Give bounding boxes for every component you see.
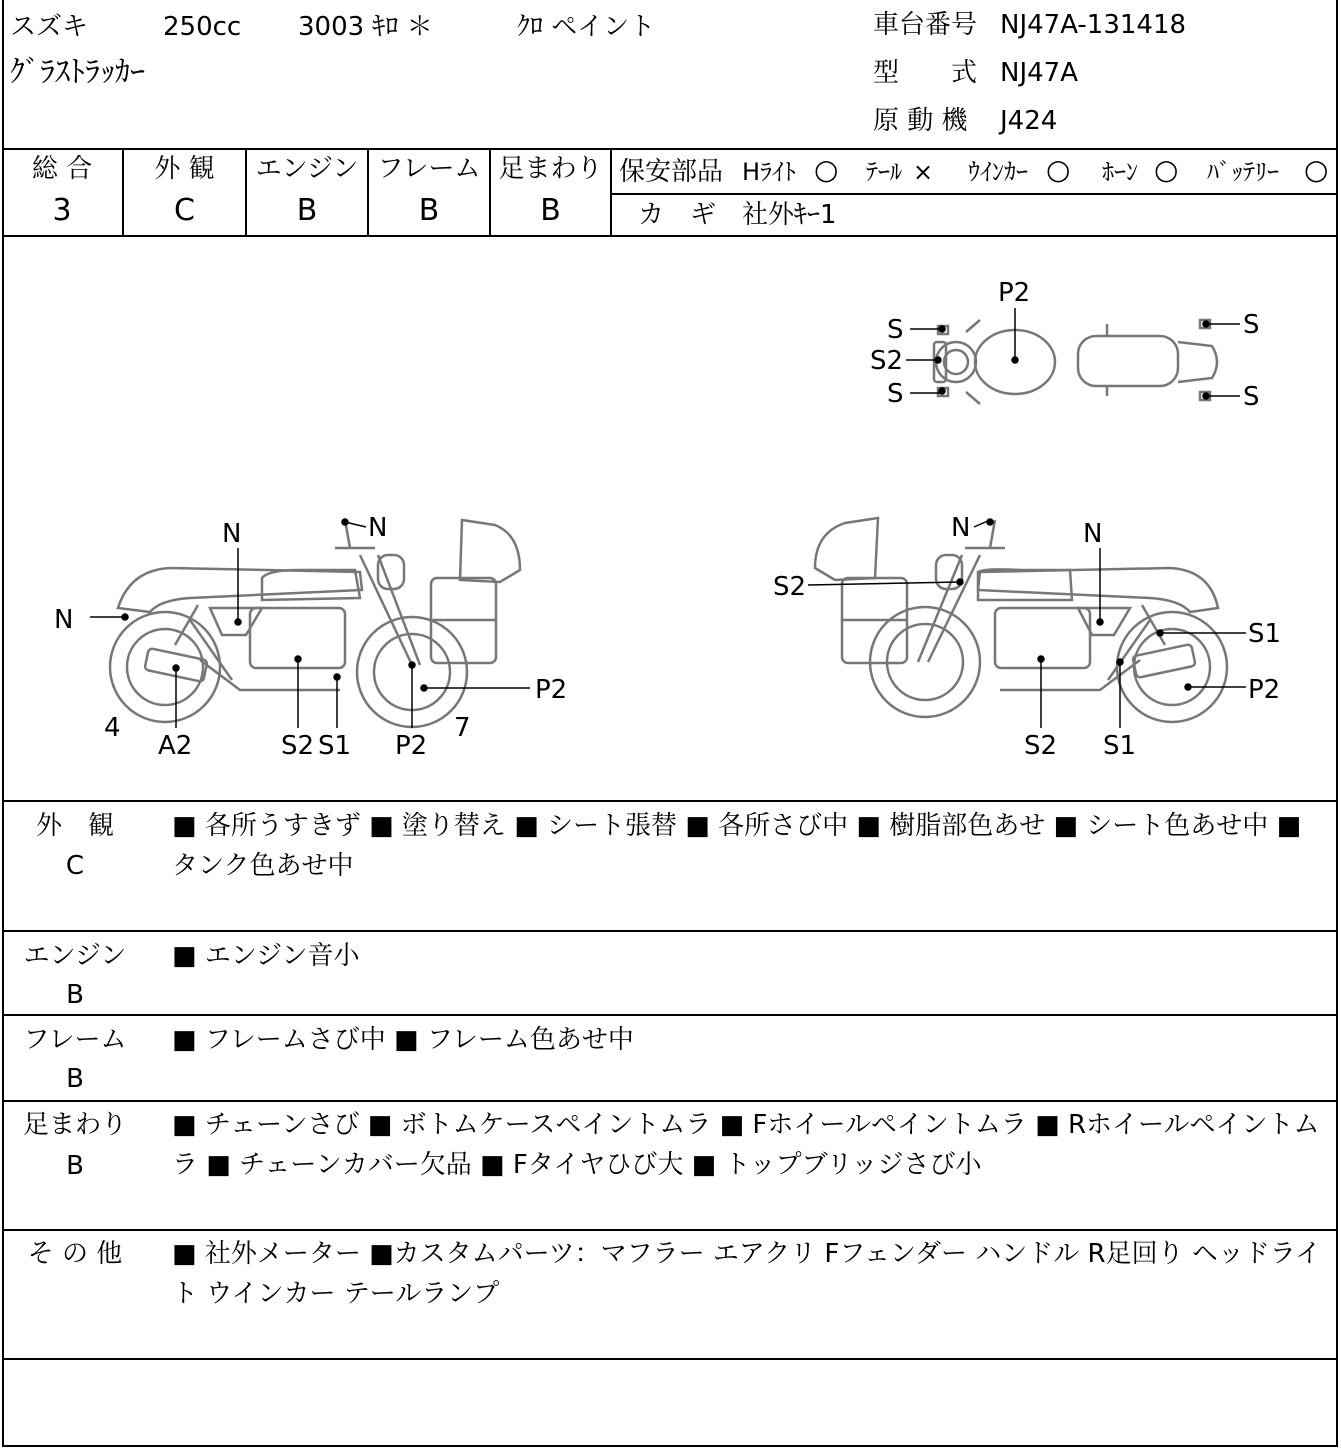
right-label-s1: S1 — [1248, 619, 1282, 649]
stock-code: 3003 ｷﾛ ＊ — [298, 12, 433, 42]
grade-value-engine: B — [296, 193, 318, 228]
left-label-4: 4 — [104, 713, 121, 743]
model-name: ｸﾞﾗｽﾄﾗｯｶｰ — [10, 55, 145, 90]
divider — [2, 930, 1338, 932]
section-grade: B — [66, 980, 84, 1010]
grade-label-suspension: 足まわり — [498, 154, 603, 184]
left-label-7: 7 — [454, 713, 471, 743]
left-label-s1: S1 — [318, 731, 352, 761]
right-label-s1: S1 — [1103, 731, 1137, 761]
safety-mark-winker: ○ — [1046, 153, 1071, 186]
divider — [2, 1358, 1338, 1360]
color-note: ｸﾛ ペイント — [517, 12, 656, 42]
top-label-s: S — [887, 379, 904, 409]
left-label-s2: S2 — [281, 731, 315, 761]
engine-value: J424 — [1000, 106, 1058, 136]
right-label-s2: S2 — [773, 572, 807, 602]
section-text: ■ 社外メーター ■カスタムパーツ：マフラー エアクリ Fフェンダー ハンドル R足回り ヘッドライト ウインカー テールランプ — [172, 1239, 1322, 1309]
safety-item-battery: ﾊﾞｯﾃﾘｰ — [1207, 158, 1279, 186]
section-label: フレーム — [23, 1025, 127, 1055]
frame-no-label: 車台番号 — [873, 10, 978, 40]
divider — [2, 148, 1338, 150]
right-label-s2: S2 — [1024, 731, 1058, 761]
divider — [612, 193, 1338, 195]
bike-right-view — [815, 518, 1227, 722]
bike-left-view — [110, 520, 520, 727]
maker: スズキ — [10, 12, 89, 42]
right-label-n: N — [1083, 519, 1103, 549]
section-grade: B — [66, 1064, 84, 1094]
safety-mark-battery: ○ — [1304, 153, 1329, 186]
type-value: NJ47A — [1000, 58, 1078, 88]
grade-label-engine: エンジン — [255, 154, 359, 184]
left-label-p2: P2 — [535, 675, 568, 705]
bike-top-view — [934, 320, 1217, 404]
safety-item-tail: ﾃｰﾙ — [866, 158, 902, 186]
section-label: そ の 他 — [27, 1239, 123, 1269]
left-label-a2: A2 — [158, 731, 193, 761]
left-label-n: N — [222, 519, 242, 549]
safety-label: 保安部品 — [619, 157, 724, 187]
section-text: ■ フレームさび中 ■ フレーム色あせ中 — [172, 1025, 634, 1055]
safety-mark-tail: × — [913, 158, 934, 186]
grade-label-frame: フレーム — [377, 154, 481, 184]
section-text: ■ エンジン音小 — [172, 941, 360, 971]
divider — [2, 1014, 1338, 1016]
section-label: エンジン — [23, 941, 127, 971]
right-label-p2: P2 — [1248, 675, 1281, 705]
divider — [2, 1100, 1338, 1102]
section-text: ■ チェーンさび ■ ボトムケースペイントムラ ■ Fホイールペイントムラ ■ Rホイールペイントムラ ■ チェーンカバー欠品 ■ Fタイヤひび大 ■ トップブリッジさび小 — [172, 1110, 1320, 1180]
top-label-s: S — [1243, 382, 1260, 412]
top-label-s: S — [887, 315, 904, 345]
grade-value-frame: B — [418, 193, 440, 228]
displacement: 250cc — [163, 12, 242, 42]
section-label: 足まわり — [22, 1110, 127, 1140]
divider — [2, 800, 1338, 802]
right-label-n: N — [951, 513, 971, 543]
safety-mark-headlight: ○ — [814, 153, 839, 186]
section-label: 外 観 — [35, 811, 114, 841]
divider — [610, 148, 612, 236]
grade-label-overall: 総 合 — [31, 154, 93, 184]
damage-diagram — [0, 237, 1341, 800]
grade-value-overall: 3 — [52, 193, 72, 228]
section-text: ■ 各所うすきず ■ 塗り替え ■ シート張替 ■ 各所さび中 ■ 樹脂部色あせ ■ シート色あせ中 ■ タンク色あせ中 — [172, 811, 1302, 881]
grade-value-exterior: C — [174, 193, 195, 228]
key-value: 社外ｷｰ1 — [742, 200, 837, 230]
grade-value-suspension: B — [540, 193, 561, 228]
divider — [2, 1229, 1338, 1231]
safety-item-winker: ｳｲﾝｶｰ — [968, 158, 1028, 186]
engine-label: 原 動 機 — [873, 106, 968, 136]
safety-item-headlight: Hﾗｲﾄ — [742, 158, 797, 186]
section-grade: B — [66, 1151, 84, 1181]
type-label: 型 式 — [873, 58, 978, 88]
top-label-s2: S2 — [870, 346, 904, 376]
top-label-s: S — [1243, 310, 1260, 340]
safety-mark-horn: ○ — [1154, 153, 1179, 186]
left-label-n: N — [368, 513, 388, 543]
safety-item-horn: ﾎｰﾝ — [1102, 158, 1138, 186]
key-label: カ ギ — [638, 200, 717, 230]
section-grade: C — [65, 851, 85, 881]
left-label-n: N — [54, 605, 74, 635]
top-label-p2: P2 — [998, 278, 1031, 308]
frame-no: NJ47A-131418 — [1000, 10, 1187, 40]
left-label-p2: P2 — [395, 731, 428, 761]
grade-label-exterior: 外 観 — [154, 154, 215, 184]
